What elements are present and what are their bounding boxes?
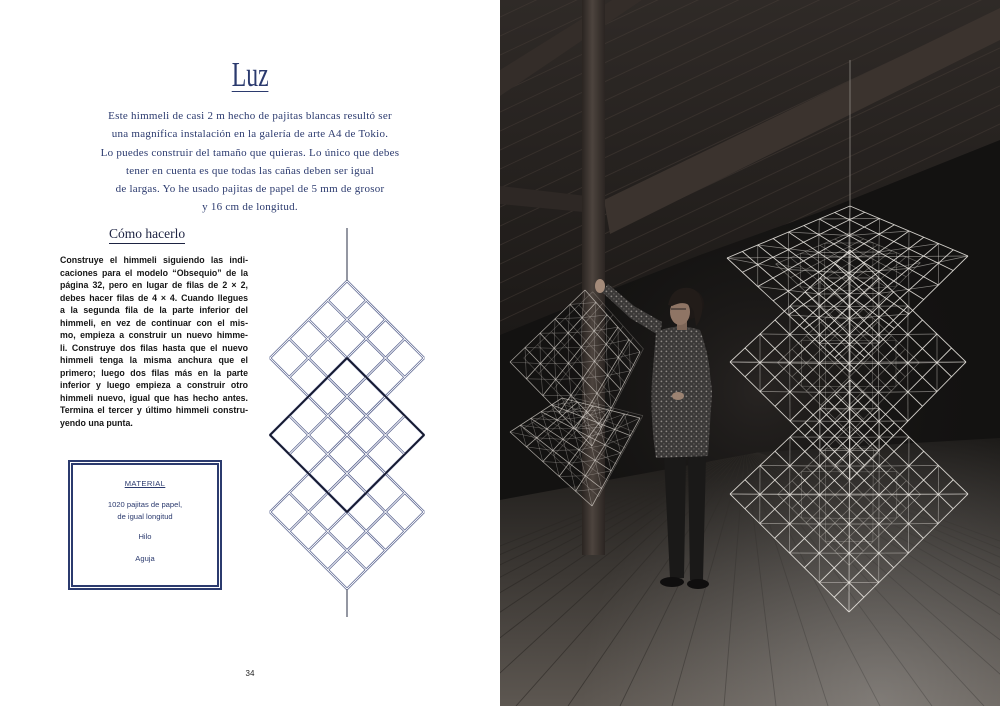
- material-item: Hilo: [138, 532, 152, 541]
- intro-line: una magnífica instalación en la galería de arte A4 de Tokio.: [111, 128, 389, 141]
- instruction-line: caciones para el modelo “Obsequio” de la: [60, 267, 248, 278]
- material-item: 1020 pajitas de papel,: [107, 500, 183, 509]
- instruction-line: mo, empieza a construir un nuevo himme-: [60, 330, 248, 340]
- woman-shoe-right: [687, 579, 709, 589]
- page-title-text: Luz: [231, 55, 269, 94]
- woman-raised-hand: [595, 279, 605, 293]
- instruction-line: a la segunda fila de la parte inferior del: [60, 305, 248, 315]
- page-title: [0, 57, 500, 94]
- woman-shoe-left: [660, 577, 684, 587]
- installation-photo: [500, 0, 1000, 706]
- instruction-line: himmeli nuevo, igual que has hecho antes.: [60, 392, 248, 403]
- intro-paragraph: [0, 107, 500, 217]
- himmeli-straw: [760, 524, 820, 525]
- himmeli-straw: [760, 466, 820, 467]
- instruction-line: Termina el tercer y último himmeli constru-: [60, 405, 248, 415]
- material-item: Aguja: [135, 554, 155, 563]
- material-item-continued: de igual longitud: [117, 512, 173, 521]
- page-number: 34: [245, 669, 255, 678]
- instruction-line: debes hacer filas de 4 × 4. Cuando llegues: [60, 292, 248, 303]
- instructions-paragraph: [60, 254, 248, 429]
- himmeli-straw: [819, 219, 879, 220]
- intro-line: tener en cuenta es que todas las cañas deben ser igual: [125, 164, 375, 177]
- instruction-line: li. Construye dos filas hasta que el nuevo: [60, 342, 248, 353]
- intro-line: de largas. Yo he usado pajitas de papel de 5 mm de grosor: [115, 183, 385, 196]
- instruction-line: himmeli tenga la misma anchura que el: [60, 355, 248, 365]
- himmeli-straw: [879, 524, 938, 525]
- intro-line: y 16 cm de longitud.: [202, 201, 298, 214]
- instruction-line: himmeli, en vez de continuar con el mis-: [60, 317, 248, 328]
- wooden-pillar: [582, 0, 605, 555]
- intro-line: Este himmeli de casi 2 m hecho de pajitas blancas resultó ser: [108, 110, 392, 122]
- instruction-line: yendo una punta.: [60, 417, 133, 428]
- materials-box: [68, 460, 222, 590]
- intro-line: Lo puedes construir del tamaño que quieras. Lo único que debes: [100, 146, 400, 159]
- himmeli-straw: [879, 466, 938, 467]
- materials-heading: MATERIAL: [124, 479, 166, 488]
- instruction-line: página 32, pero en lugar de filas de 2 × 2,: [60, 280, 248, 290]
- instruction-line: inferior y luego empieza a construir otro: [60, 380, 248, 390]
- instruction-line: primero; luego dos filas más en la parte: [60, 367, 248, 378]
- himmeli-straw: [819, 252, 879, 253]
- diagram-lattice: [270, 281, 424, 589]
- himmeli-straw: [819, 294, 879, 295]
- section-heading: Cómo hacerlo: [109, 226, 185, 244]
- woman-leg-right: [688, 456, 706, 580]
- instruction-line: Construye el himmeli siguiendo las indi-: [60, 255, 248, 265]
- woman-lowered-hand: [672, 392, 684, 400]
